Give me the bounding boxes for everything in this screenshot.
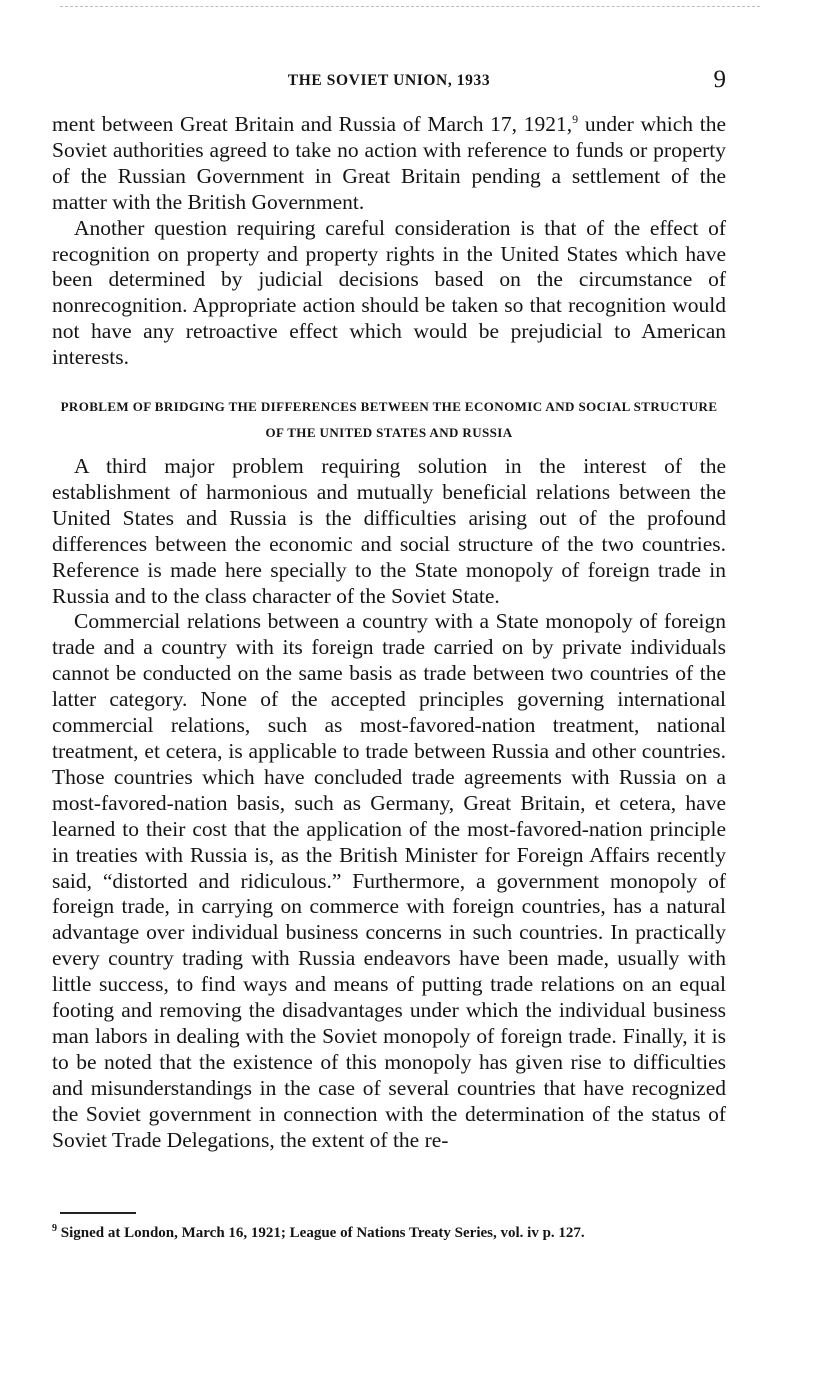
- running-title: THE SOVIET UNION, 1933: [287, 72, 491, 89]
- text-block-upper: [52, 112, 726, 371]
- footnote: [52, 1224, 726, 1242]
- text-block-lower: [52, 454, 726, 1153]
- paragraph-text: ment between Great Britain and Russia of March 17, 1921,: [52, 112, 573, 136]
- footnote-divider: [60, 1212, 136, 1214]
- paragraph-recognition-effect: Another question requiring careful consideration is that of the effect of recognition on property and property rights in the United States which have been determined by judicial decisions based on the circumstance of nonrecognition. Appropriate action should be taken so that recognition would not have any retroactive effect which would be prejudicial to American interests.: [52, 215, 726, 370]
- paragraph-third-problem: A third major problem requiring solution in the interest of the establishment of harmonious and mutually beneficial relations between the United States and Russia is the difficulties arising out of the profound differences between the economic and social structure of the two countries. Reference is made here specially to the State monopoly of foreign trade in Russia and to the class character of the Soviet State.: [52, 454, 726, 608]
- paragraph-commercial-relations: Commercial relations between a country with a State monopoly of foreign trade and a country with its foreign trade carried on by private individuals cannot be conducted on the same basis as trade between two countries of the latter category. None of the accepted principles governing international commercial relations, such as most-favored-nation treatment, national treatment, et cetera, is applicable to trade between Russia and other countries. Those countries which have concluded trade agreements with Russia on a most-favored-nation basis, such as Germany, Great Britain, et cetera, have learned to their cost that the application of the most-favored-nation principle in treaties with Russia is, as the British Minister for Foreign Affairs recently said, “distorted and ridiculous.” Furthermore, a government monopoly of foreign trade, in carrying on commerce with foreign countries, has a natural advantage over individual business concerns in such countries. In practically every country trading with Russia endeavors have been made, usually with little success, to find ways and means of putting trade relations on an equal footing and removing the disadvantages under which the individual business man labors in dealing with the Soviet monopoly of foreign trade. Finally, it is to be noted that the existence of this monopoly has given rise to difficulties and misunderstandings in the case of several countries that have recognized the Soviet government in connection with the determination of the status of Soviet Trade Delegations, the extent of the re-: [52, 609, 726, 1152]
- running-head: [52, 66, 726, 96]
- scan-top-edge: [60, 6, 760, 7]
- footnote-marker: 9: [52, 1223, 57, 1234]
- paragraph-continued: [52, 112, 726, 216]
- section-heading: PROBLEM OF BRIDGING THE DIFFERENCES BETWEEN THE ECONOMIC AND SOCIAL STRUCTURE OF THE UNITED STATES AND RUSSIA: [60, 399, 718, 440]
- footnote-text: Signed at London, March 16, 1921; League of Nations Treaty Series, vol. iv p. 127.: [60, 1225, 585, 1241]
- page-number: 9: [713, 66, 726, 93]
- footnote-reference: 9: [572, 111, 579, 126]
- paragraph-text: under which the Soviet authorities agreed to take no action with reference to funds or property of the Russian Government in Great Britain pending a settlement of the matter with the British Government.: [52, 112, 726, 214]
